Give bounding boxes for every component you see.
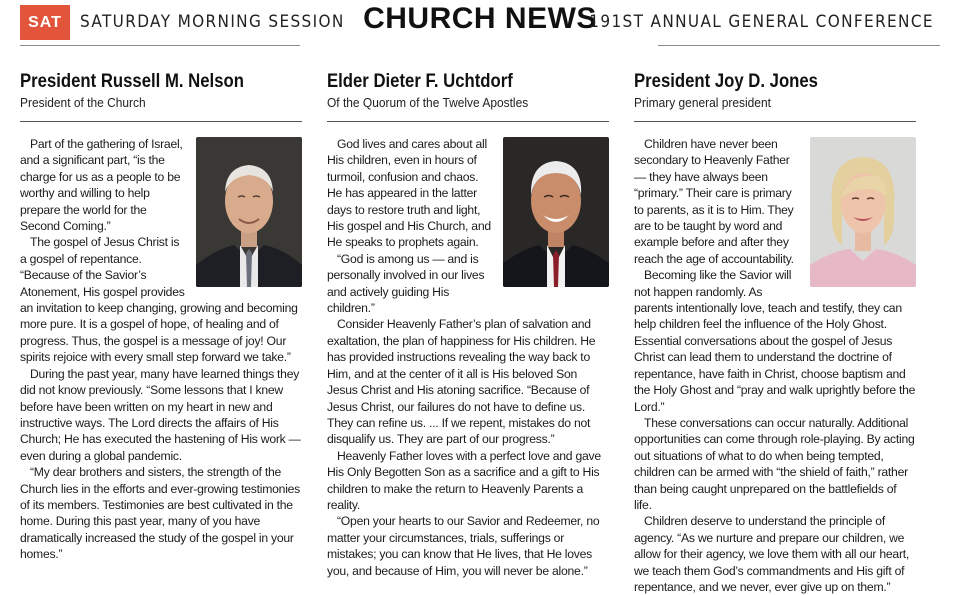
speaker-name: President Joy D. Jones	[634, 71, 818, 92]
paragraph: These conversations can occur naturally. Additional opportunities can come through role-playing. By acting out situations of what to do when being tempted, children can be armed with “the shield of faith,” rather than being caught unprepared on the battlefields of life.	[634, 415, 915, 512]
paragraph: The gospel of Jesus Christ is a gospel of repentance. “Because of the Savior’s Atonement, His gospel provides an invitation to keep changing, growing and becoming more pure. It is a gospel of hope, of healing and of progress. Thus, the gospel is a message of joy! Our spirits rejoice with every small step forward we take.”	[20, 235, 298, 365]
paragraph: During the past year, many have learned things they did not know previously. “Some lessons that I knew before have been written on my heart in new and instructive ways. The Lord directs the affairs of His Church; He has executed the hastening of His work — even during a global pandemic.	[20, 366, 301, 463]
header-divider-right	[658, 45, 940, 46]
paragraph: “God is among us — and is personally involved in our lives and actively guiding His children.”	[327, 251, 485, 316]
page-header	[0, 0, 960, 46]
paragraph: Children have never been secondary to Heavenly Father — they have always been “primary.” Their care is primary to parents, as it is to Him. They are to be taught by word and example before and after they reach the age of accountability.	[634, 137, 794, 266]
paragraph: Part of the gathering of Israel, and a significant part, “is the charge for us as a people to be worthy and willing to help prepare the world for the Second Coming.”	[20, 137, 183, 234]
speaker-name: President Russell M. Nelson	[20, 71, 244, 92]
conference-label: 191ST ANNUAL GENERAL CONFERENCE	[589, 12, 934, 32]
session-label: SATURDAY MORNING SESSION	[80, 12, 345, 32]
paragraph: “Open your hearts to our Savior and Redeemer, no matter your circumstances, trials, sufferings or mistakes; you can know that He lives, that He loves you, and because of Him, you will never be alone.”	[327, 514, 600, 578]
article-column-uchtdorf	[327, 70, 629, 579]
speaker-role: Primary general president	[634, 95, 771, 110]
masthead-title: CHURCH NEWS	[363, 2, 597, 35]
paragraph: Heavenly Father loves with a perfect love and gave His Only Begotten Son as a sacrifice and a gift to His children to make the return to Heavenly Parents a reality.	[327, 448, 601, 512]
column-divider	[20, 121, 302, 122]
article-body	[327, 136, 609, 579]
speaker-role: President of the Church	[20, 95, 146, 110]
speaker-name: Elder Dieter F. Uchtdorf	[327, 71, 513, 92]
column-divider	[327, 121, 609, 122]
speaker-portrait	[810, 137, 916, 287]
speaker-portrait	[503, 137, 609, 287]
article-body	[20, 136, 302, 563]
paragraph: “My dear brothers and sisters, the strength of the Church lies in the efforts and ever-growing testimonies of its members. Testimonies are best cultivated in the home. During this past year, many of you have dramatically increased the study of the gospel in your homes.”	[20, 465, 301, 562]
article-column-nelson	[20, 70, 322, 563]
paragraph: Consider Heavenly Father’s plan of salvation and exaltation, the plan of happiness for His children. He has provided instructions revealing the way back to Him, and at the center of it all is His beloved Son Jesus Christ and His atoning sacrifice. “Because of Jesus Christ, our failures do not have to define us. They can refine us. ... If we repent, mistakes do not disqualify us. They are part of our progress.”	[327, 317, 596, 447]
speaker-role: Of the Quorum of the Twelve Apostles	[327, 95, 529, 110]
paragraph: Becoming like the Savior will not happen randomly. As parents intentionally love, teach and testify, they can help children feel the influence of the Holy Ghost. Essential conversations about the gospel of Jesus Christ can lead them to understand the doctrine of repentance, have faith in Christ, choose baptism and the Holy Ghost and “pray and walk uprightly before the Lord.”	[634, 268, 916, 414]
article-body	[634, 136, 916, 595]
day-badge: SAT	[20, 5, 70, 40]
column-divider	[634, 121, 916, 122]
paragraph: God lives and cares about all His children, even in hours of turmoil, confusion and chaos. He has appeared in the latter days to restore truth and light, His gospel and His Church, and He speaks to prophets again.	[327, 137, 491, 250]
paragraph: Children deserve to understand the principle of agency. “As we nurture and prepare our children, we allow for their agency, we love them with all our heart, we teach them God’s commandments and His gift of repentance, and we never, ever give up on them.”	[634, 514, 910, 594]
speaker-portrait	[196, 137, 302, 287]
header-divider-left	[20, 45, 300, 46]
article-column-jones	[634, 70, 936, 595]
